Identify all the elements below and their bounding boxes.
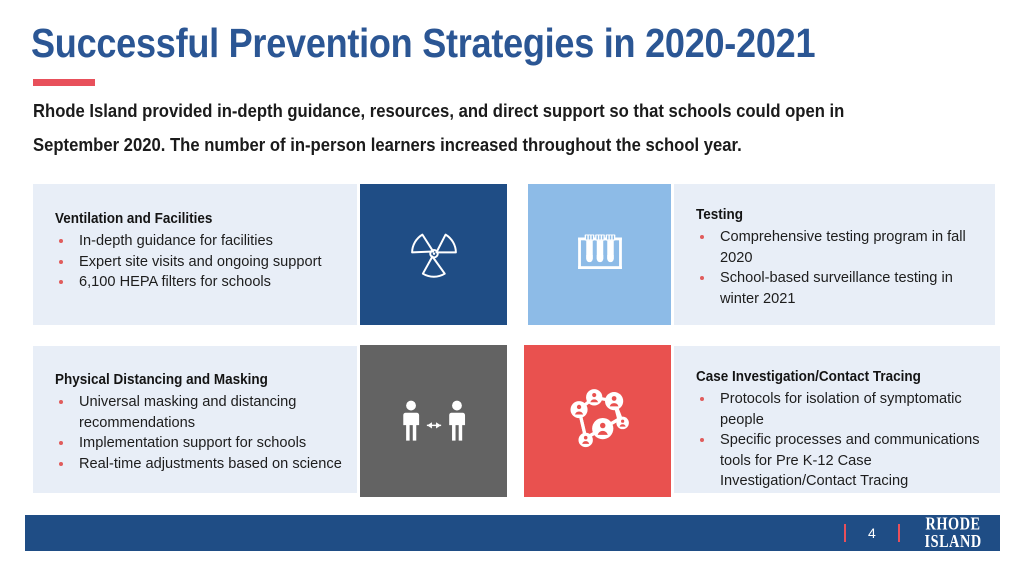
icon-panel-testing (528, 184, 671, 325)
panel-heading: Physical Distancing and Masking (55, 372, 268, 388)
bullet-dot-icon (700, 235, 704, 239)
panel-case-investigation-contact-tracing (674, 346, 1000, 493)
panel-ventilation-and-facilities (33, 184, 357, 325)
list-item-text: Implementation support for schools (79, 435, 307, 452)
list-item-text: In-depth guidance for facilities (79, 233, 273, 249)
contact-tracing-network-icon (560, 385, 636, 457)
title-accent-rule (33, 79, 95, 86)
bullet-dot-icon (59, 239, 63, 243)
bullet-dot-icon (59, 462, 63, 466)
list-item-text: Expert site visits and ongoing support (79, 253, 322, 270)
slide-subtitle: Rhode Island provided in-depth guidance, resources, and direct support so that schools could open in September 2020. The number of in-person learners increased throughout the school year. (33, 100, 845, 155)
list-item-text: Comprehensive testing program in fall 2020 (720, 229, 966, 266)
icon-panel-ventilation (360, 184, 507, 325)
test-tubes-icon (572, 227, 628, 283)
icon-panel-physical-distancing (360, 345, 507, 497)
bullet-list (55, 231, 349, 293)
bullet-dot-icon (700, 438, 704, 442)
list-item-text: School-based surveillance testing in winter 2021 (720, 270, 953, 307)
list-item (696, 430, 992, 492)
bullet-dot-icon (700, 397, 704, 401)
bullet-dot-icon (59, 441, 63, 445)
bullet-list (696, 389, 992, 492)
page-title: Successful Prevention Strategies in 2020-2021 (31, 20, 816, 66)
footer-separator-right (898, 524, 900, 542)
bullet-dot-icon (700, 276, 704, 280)
panel-physical-distancing-and-masking (33, 346, 357, 493)
list-item-text: 6,100 HEPA filters for schools (79, 274, 271, 291)
logo-line-1: RHODE (925, 514, 981, 535)
list-item (696, 389, 992, 430)
list-item (55, 231, 349, 252)
panel-heading: Testing (696, 207, 743, 223)
footer-right-group (822, 515, 984, 551)
logo-line-2: ISLAND (924, 531, 982, 552)
rhode-island-logo (924, 516, 981, 551)
list-item (55, 272, 349, 293)
bullet-dot-icon (59, 280, 63, 284)
bullet-dot-icon (59, 400, 63, 404)
panel-heading: Case Investigation/Contact Tracing (696, 369, 921, 385)
panel-heading: Ventilation and Facilities (55, 211, 213, 227)
list-item (55, 433, 349, 454)
radiation-ventilation-icon (404, 226, 464, 284)
footer-separator-left (844, 524, 846, 542)
bullet-dot-icon (59, 260, 63, 264)
panel-testing (674, 184, 995, 325)
list-item (696, 268, 987, 309)
icon-panel-contact-tracing (524, 345, 671, 497)
page-number: 4 (868, 525, 876, 541)
list-item-text: Specific processes and communications tools for Pre K-12 Case Investigation/Contact Tracing (720, 432, 980, 490)
list-item (55, 392, 349, 433)
bullet-list (55, 392, 349, 474)
list-item (696, 227, 987, 268)
list-item-text: Protocols for isolation of symptomatic people (720, 391, 962, 428)
bullet-list (696, 227, 987, 309)
footer-bar (25, 515, 1000, 551)
physical-distancing-icon (396, 397, 472, 445)
list-item (55, 454, 349, 475)
list-item-text: Real-time adjustments based on science (79, 455, 342, 472)
list-item (55, 252, 349, 273)
list-item-text: Universal masking and distancing recommendations (79, 394, 297, 431)
